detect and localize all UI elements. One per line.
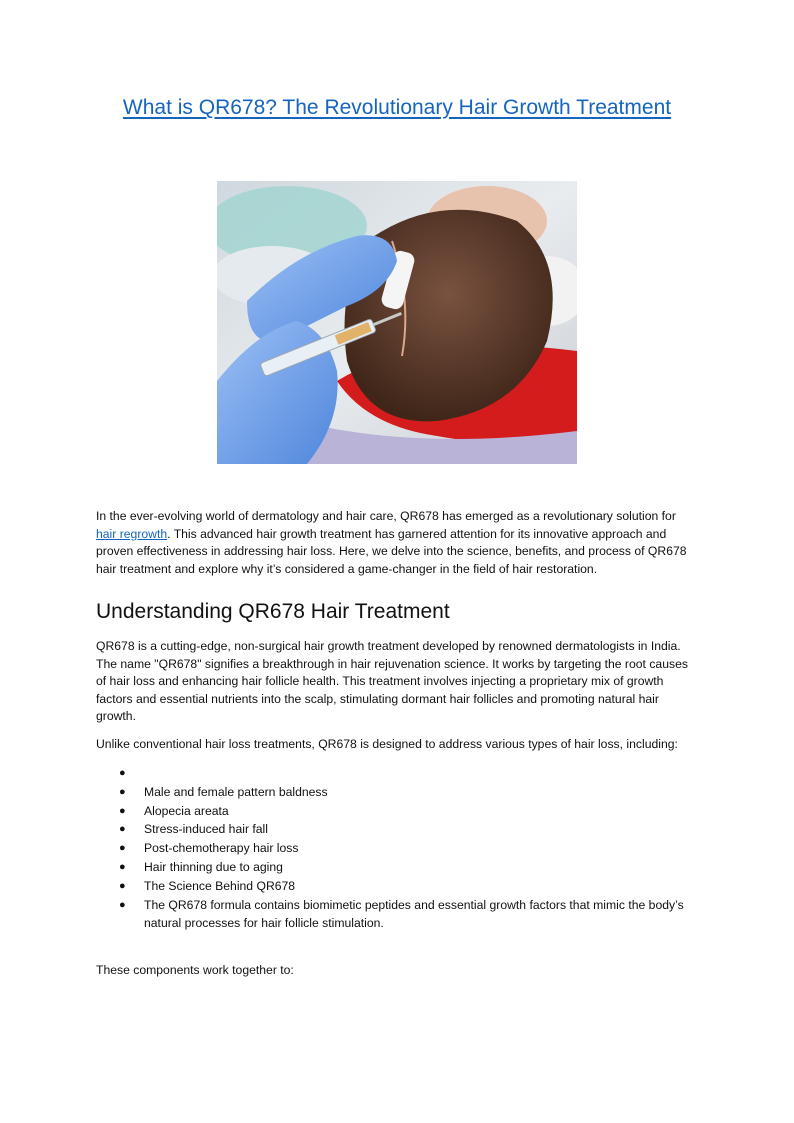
intro-text-after: . This advanced hair growth treatment has garnered attention for its innovative approach and proven effectiveness in addressing hair loss. Here, we delve into the science, benefits, and process of QR678 hair treatment and explore why it’s considered a game-changer in the field of hair restoration. [96, 526, 687, 576]
section-paragraph-1: QR678 is a cutting-edge, non-surgical hair growth treatment developed by renowned dermatologists in India. The name "QR678" signifies a breakthrough in hair rejuvenation science. It works by targeting the root causes of hair loss and enhancing hair follicle health. This treatment involves injecting a proprietary mix of growth factors and essential nutrients into the scalp, stimulating dormant hair follicles and promoting natural hair growth. [96, 639, 688, 724]
hair-treatment-illustration [217, 181, 577, 464]
list-item-text: Male and female pattern baldness [144, 784, 328, 799]
list-item [96, 896, 698, 934]
list-item-text: The QR678 formula contains biomimetic peptides and essential growth factors that mimic the body’s natural processes for hair follicle stimulation. [144, 897, 684, 931]
list-item [96, 877, 698, 896]
bullet-icon: ● [119, 804, 126, 817]
bullet-icon: ● [119, 842, 126, 855]
section-paragraph-2: Unlike conventional hair loss treatments, QR678 is designed to address various types of hair loss, including: [96, 737, 678, 751]
list-item-text: Hair thinning due to aging [144, 859, 283, 874]
bullet-icon: ● [119, 860, 126, 873]
list-item [96, 820, 698, 839]
bullet-icon: ● [119, 767, 126, 779]
bullet-icon: ● [119, 898, 126, 911]
list-item-text: Alopecia areata [144, 803, 229, 818]
hair-regrowth-link[interactable]: hair regrowth [96, 526, 168, 541]
list-item-text: Post-chemotherapy hair loss [144, 841, 299, 856]
bullet-icon: ● [119, 823, 126, 836]
bullet-icon: ● [119, 785, 126, 798]
list-item-text: Stress-induced hair fall [144, 822, 268, 837]
page-title[interactable]: What is QR678? The Revolutionary Hair Growth Treatment [122, 96, 672, 119]
hero-image [217, 181, 577, 464]
section-heading: Understanding QR678 Hair Treatment [96, 600, 450, 623]
list-item-text: The Science Behind QR678 [144, 878, 296, 893]
intro-paragraph [96, 508, 698, 578]
list-item [96, 764, 698, 783]
bullet-icon: ● [119, 879, 126, 892]
hair-loss-types-list [96, 764, 698, 933]
intro-text-before: In the ever-evolving world of dermatology and hair care, QR678 has emerged as a revolutionary solution for [96, 509, 676, 523]
list-item [96, 839, 698, 858]
list-item [96, 783, 698, 802]
closing-paragraph: These components work together to: [96, 963, 294, 977]
list-item [96, 802, 698, 821]
list-item [96, 858, 698, 877]
